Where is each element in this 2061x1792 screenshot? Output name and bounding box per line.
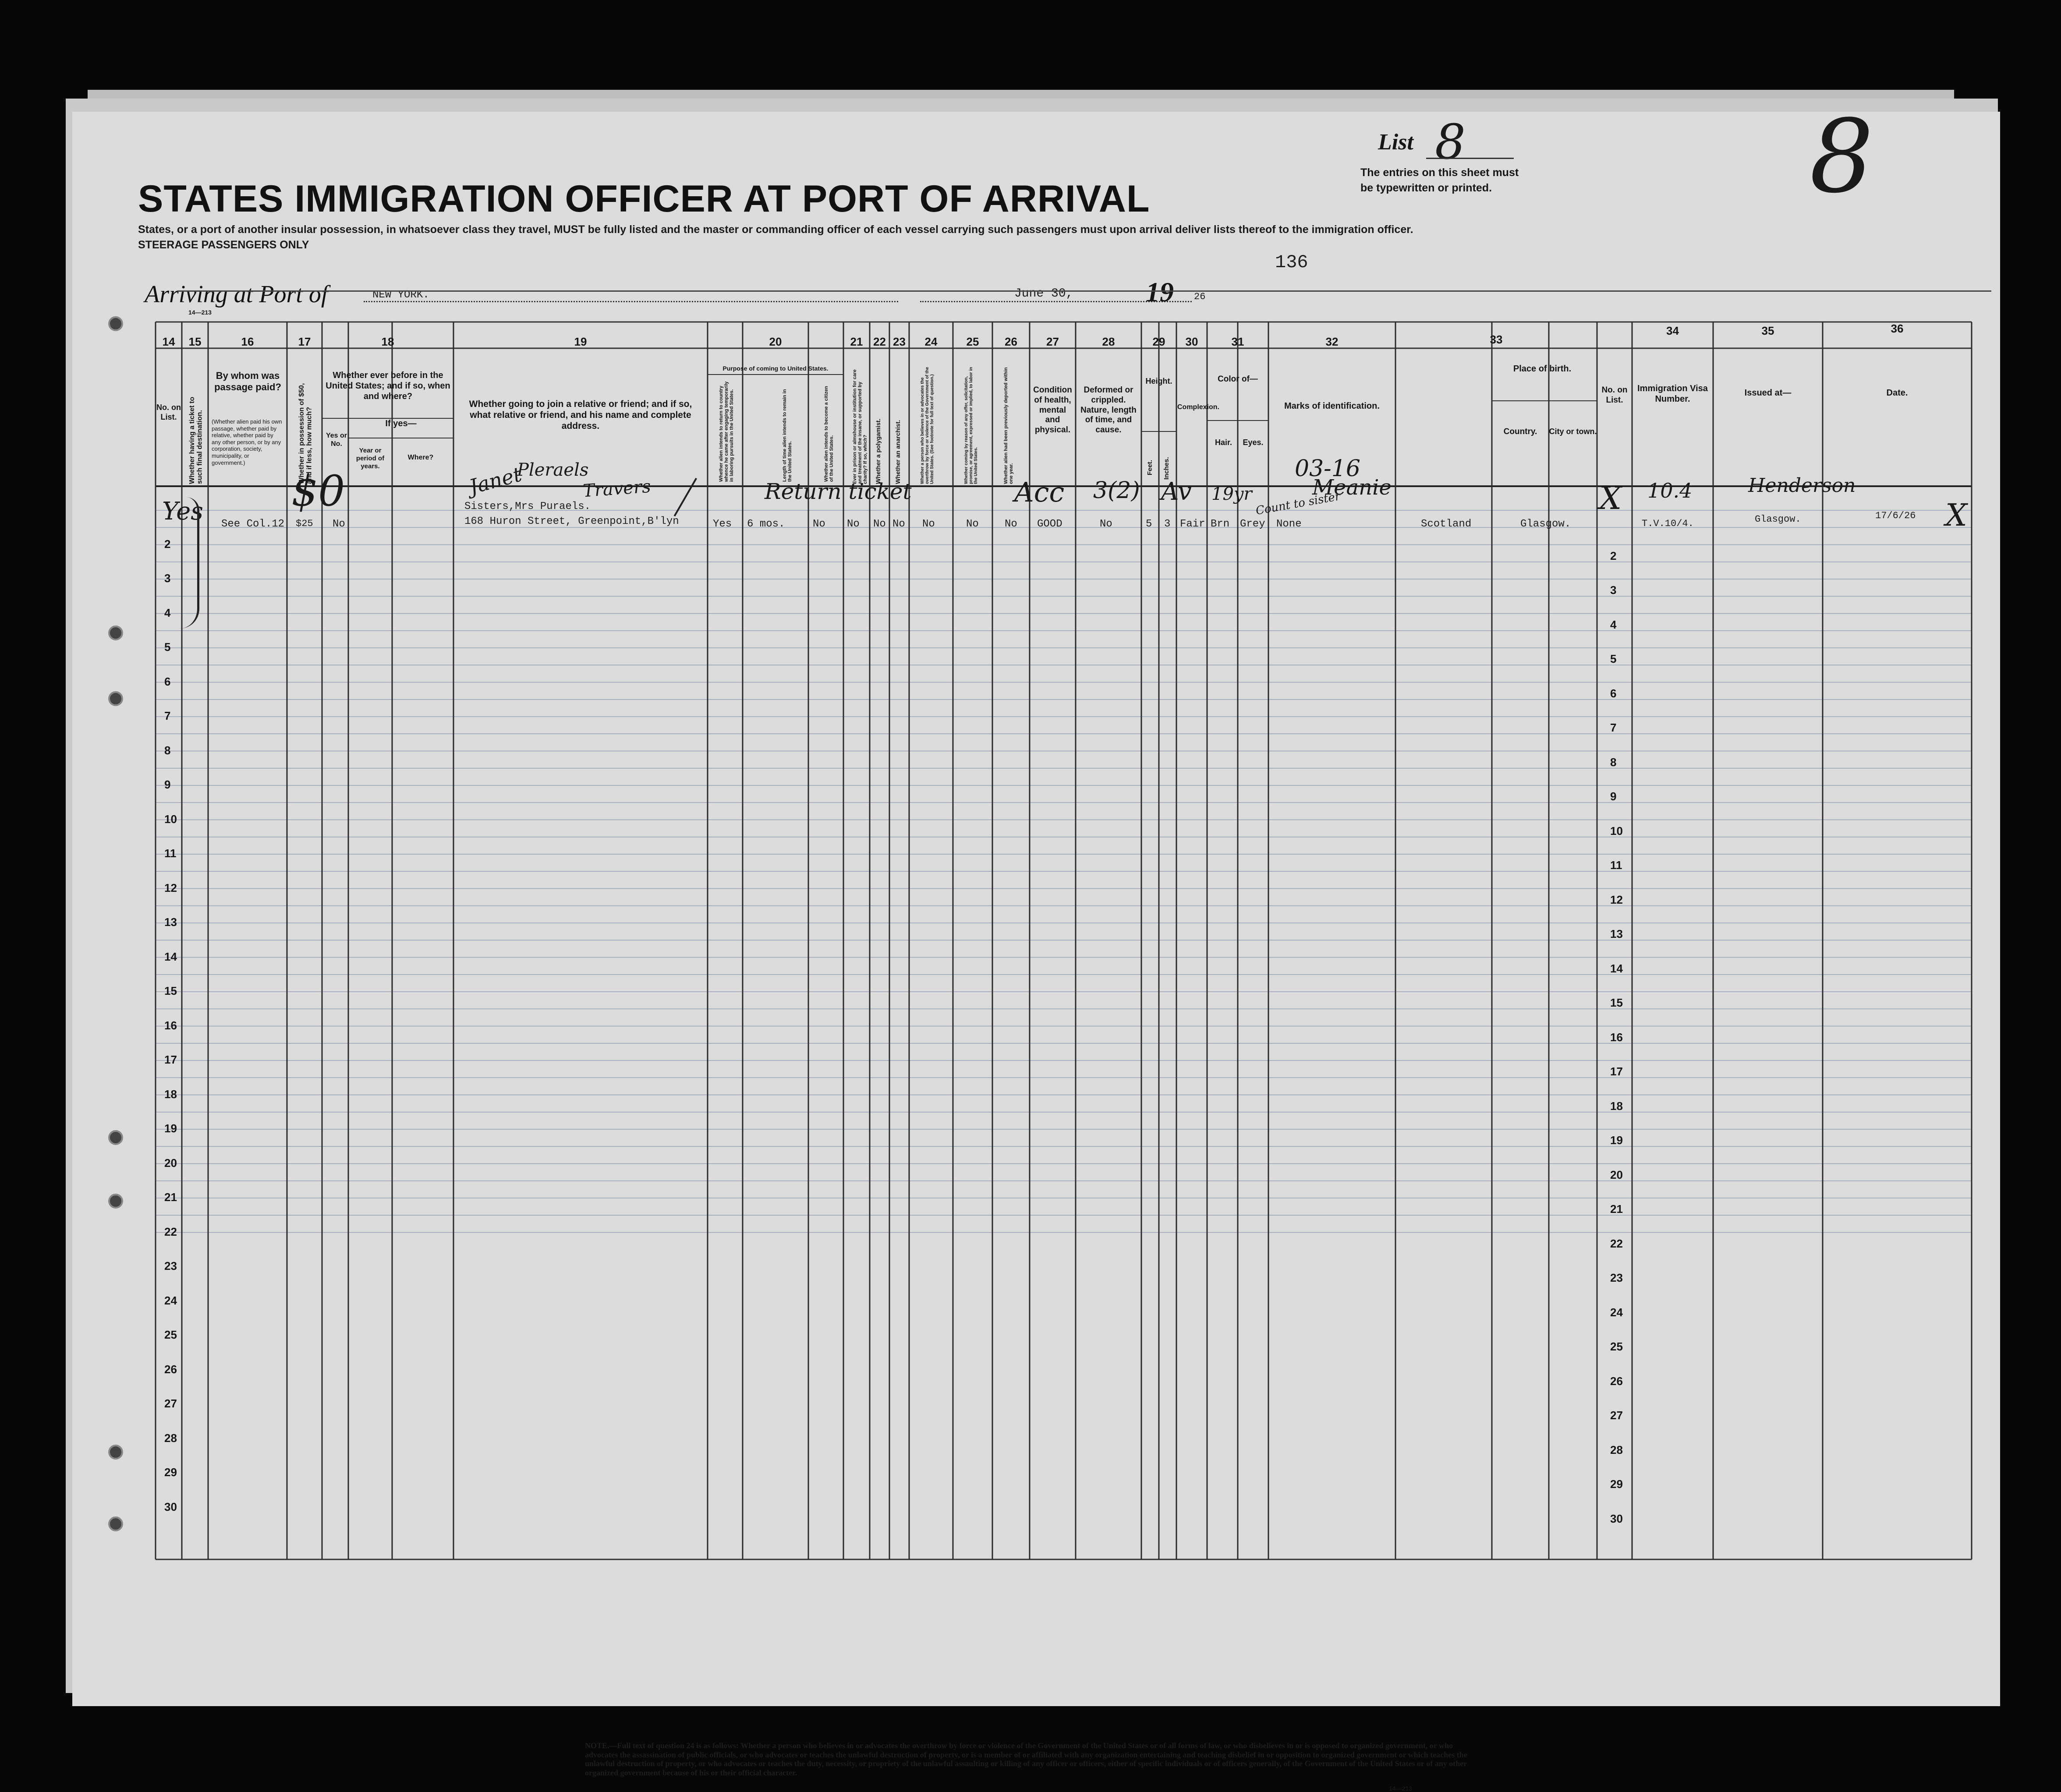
handwritten-marks-2: Count to sister — [1254, 490, 1342, 518]
row-number-left: 11 — [164, 847, 177, 860]
entries-note-line1: The entries on this sheet must — [1360, 166, 1519, 179]
row-number-left: 13 — [164, 915, 177, 929]
header-deported: Whether alien had been previously deported within one year. — [1003, 367, 1014, 484]
entry-hair: Brn — [1211, 518, 1230, 530]
binder-hole — [108, 1516, 123, 1531]
header-polygamist: Whether a polygamist. — [875, 418, 882, 484]
header-place-of-birth: Place of birth. — [1513, 364, 1572, 374]
entry-overthrow: No — [922, 518, 935, 530]
row-number-left: 21 — [164, 1191, 177, 1204]
binder-hole — [108, 626, 123, 640]
row-number-left: 28 — [164, 1431, 177, 1445]
binder-hole — [108, 1194, 123, 1209]
entry-labor: No — [966, 518, 979, 530]
row-number-left: 18 — [164, 1087, 177, 1101]
header-yes-no: Yes or No. — [326, 432, 347, 448]
row-number-left: 27 — [164, 1397, 177, 1410]
handwritten-visa: 10.4 — [1647, 479, 1693, 502]
entry-before-us: No — [333, 518, 345, 530]
row-number-left: 15 — [164, 984, 177, 997]
header-city: City or town. — [1549, 427, 1597, 436]
header-purpose-b: Length of time alien intends to remain in the United States. — [782, 389, 793, 482]
port-name: NEW YORK. — [372, 289, 429, 301]
page-subtitle: States, or a port of another insular possession, in whatsoever class they travel, MUST be fully listed and the master or commanding officer of each vessel carrying such passengers must upon arrival deliver lists thereof to the immigration officer. — [138, 223, 1413, 236]
row-number-left: 10 — [164, 812, 177, 826]
row-number-left: 3 — [164, 572, 171, 585]
entry-relative-line2: 168 Huron Street, Greenpoint,B'lyn — [464, 516, 679, 527]
row-number-left: 19 — [164, 1122, 177, 1135]
header-purpose-c: Whether alien intends to become a citizen of the United States. — [824, 386, 835, 482]
entry-feet: 5 — [1146, 518, 1152, 530]
colnum-16: 16 — [241, 335, 254, 348]
colnum-35: 35 — [1761, 324, 1774, 337]
handwritten-bracket — [180, 497, 199, 629]
row-number-right: 7 — [1610, 721, 1617, 734]
colnum-34: 34 — [1666, 324, 1679, 337]
row-number-right: 6 — [1610, 686, 1617, 700]
row-number-left: 5 — [164, 640, 171, 654]
row-number-left: 12 — [164, 881, 177, 894]
row-number-left: 25 — [164, 1328, 177, 1341]
row-number-right: 25 — [1610, 1340, 1623, 1353]
handwritten-date-mark: X — [1945, 497, 1967, 533]
corner-number: 8 — [1810, 99, 1874, 216]
header-purpose: Purpose of coming to United States. — [722, 365, 829, 372]
entry-length-stay: 6 mos. — [747, 518, 785, 530]
entry-inches: 3 — [1164, 518, 1171, 530]
entry-city: Glasgow. — [1520, 518, 1571, 530]
colnum-28: 28 — [1102, 335, 1115, 348]
row-number-right: 9 — [1610, 790, 1617, 803]
row-number-left: 29 — [164, 1466, 177, 1479]
row-number-left: 23 — [164, 1259, 177, 1272]
footnote: NOTE.—Full text of question 24 is as follows: Whether a person who believes in or advocates the overthrow by force or violence of the Government of the United States or of all forms of law, or who disbelieves in or is opposed to organized government, or who advocates the assassination of public officials, or who advocates or teaches the unlawful destruction of property, or is a member of or affiliated with any organization entertaining and teaching disbelief in or opposition to organized government or which teaches the unlawful destruction of property, or who advocates or teaches the duty, necessity, or propriety of the unlawful assaulting or killing of any officer or officers, either of specific individuals or of officers generally, of the Government of the United States or of any other organized government because of his or their official character. — [585, 1741, 1467, 1778]
passenger-class: STEERAGE PASSENGERS ONLY — [138, 239, 309, 251]
handwritten-name-1: Janet — [467, 462, 524, 499]
row-number-right: 22 — [1610, 1237, 1623, 1250]
header-issued-at: Issued at— — [1744, 388, 1792, 398]
handwritten-name-2: Pleraels — [517, 460, 589, 480]
list-number: 8 — [1435, 114, 1466, 170]
row-number-left: 2 — [164, 537, 171, 551]
row-number-right: 8 — [1610, 755, 1617, 769]
header-marks: Marks of identification. — [1284, 401, 1380, 411]
row-number-right: 26 — [1610, 1374, 1623, 1388]
footer-form-code: 14—213 — [1389, 1785, 1412, 1792]
handwritten-ticket-yes: Yes — [162, 497, 203, 526]
manifest-page — [72, 99, 2000, 1792]
header-no-on-list-right: No. on List. — [1601, 385, 1628, 405]
header-before-us: Whether ever before in the United States; and if so, when and where? — [326, 371, 450, 401]
row-number-left: 9 — [164, 778, 171, 791]
header-passage-detail: (Whether alien paid his own passage, whether paid by relative, whether paid by any other person, or by any corporation, society, municipality, or government.) — [212, 418, 282, 466]
colnum-33: 33 — [1490, 333, 1503, 346]
row-number-left: 30 — [164, 1500, 177, 1513]
header-country: Country. — [1503, 427, 1537, 436]
list-label: List — [1378, 130, 1413, 155]
header-ticket: Whether having a ticket to such final destination. — [188, 396, 204, 484]
colnum-21: 21 — [850, 335, 863, 348]
handwritten-height: Av — [1161, 477, 1192, 506]
entry-country: Scotland — [1421, 518, 1472, 530]
entry-eyes: Grey — [1240, 518, 1265, 530]
year-suffix: 26 — [1194, 291, 1206, 302]
row-number-right: 17 — [1610, 1065, 1623, 1078]
row-number-right: 23 — [1610, 1271, 1623, 1284]
arrival-date: June 30, — [1014, 287, 1073, 300]
entry-relative-line1: Sisters,Mrs Puraels. — [464, 501, 591, 513]
row-number-right: 15 — [1610, 996, 1623, 1009]
header-inches: Inches. — [1163, 457, 1170, 480]
header-eyes: Eyes. — [1243, 438, 1264, 447]
row-number-right: 24 — [1610, 1305, 1623, 1319]
header-hair: Hair. — [1215, 438, 1232, 447]
row-number-right: 30 — [1610, 1512, 1623, 1525]
entry-issued-at: Glasgow. — [1755, 514, 1801, 525]
row-number-left: 20 — [164, 1156, 177, 1170]
handwritten-code: 03-16 — [1295, 456, 1360, 482]
entry-health: GOOD — [1037, 518, 1062, 530]
handwritten-marks-1: Meanie — [1312, 475, 1392, 500]
handwritten-health: Acc — [1014, 476, 1065, 508]
entry-marks: None — [1276, 518, 1302, 530]
row-number-left: 26 — [164, 1362, 177, 1376]
colnum-25: 25 — [966, 335, 979, 348]
sheet-number: 136 — [1275, 252, 1308, 273]
header-deformed: Deformed or crippled. Nature, length of time, and cause. — [1080, 385, 1137, 435]
colnum-18: 18 — [381, 335, 394, 348]
row-number-right: 18 — [1610, 1099, 1623, 1113]
header-where: Where? — [407, 454, 434, 461]
row-number-right: 21 — [1610, 1202, 1623, 1216]
handwritten-name-3: Travers — [582, 476, 652, 502]
header-feet: Feet. — [1146, 459, 1154, 475]
row-number-left: 4 — [164, 606, 171, 619]
row-number-right: 16 — [1610, 1030, 1623, 1044]
manifest-grid — [72, 112, 2000, 1706]
entry-date: 17/6/26 — [1875, 510, 1916, 521]
row-number-right: 19 — [1610, 1134, 1623, 1147]
row-number-left: 8 — [164, 743, 171, 757]
header-height: Height. — [1145, 377, 1172, 385]
handwritten-money: $0 — [291, 467, 345, 516]
row-number-right: 5 — [1610, 652, 1617, 665]
binder-hole — [108, 1445, 123, 1460]
colnum-30: 30 — [1185, 335, 1198, 348]
entry-complexion: Fair — [1180, 518, 1205, 530]
colnum-20: 20 — [769, 335, 782, 348]
entry-money: $25 — [296, 518, 313, 529]
year-prefix: 19 — [1146, 276, 1174, 308]
entry-passage-paid: See Col.12 — [221, 518, 285, 530]
entry-intends-return: Yes — [713, 518, 732, 530]
row-number-right: 12 — [1610, 893, 1623, 906]
binder-hole — [108, 691, 123, 706]
header-labor-offer: Whether coming by reason of any offer, solicitation, promise, or agreement, expressed or implied, to labor in the United States. — [964, 367, 978, 484]
row-number-left: 7 — [164, 709, 171, 722]
binder-hole — [108, 316, 123, 331]
row-number-right: 4 — [1610, 618, 1617, 631]
header-complexion: Complexion. — [1177, 403, 1220, 411]
row-number-left: 14 — [164, 950, 177, 963]
entry-deported: No — [1005, 518, 1017, 530]
handwritten-issued: Henderson — [1748, 474, 1856, 497]
colnum-26: 26 — [1005, 335, 1017, 348]
handwritten-return-ticket: Return ticket — [765, 479, 912, 504]
entries-note-line2: be typewritten or printed. — [1360, 182, 1492, 194]
header-period: Year or period of years. — [356, 447, 385, 470]
header-prison: Ever in prison or almshouse or institution for care and treatment of the insane, or supported by charity? If so, which? — [852, 369, 868, 484]
entry-anarchist: No — [892, 518, 905, 530]
arriving-label: Arriving at Port of — [145, 281, 328, 308]
row-number-right: 29 — [1610, 1477, 1623, 1491]
colnum-17: 17 — [298, 335, 311, 348]
header-if-yes: If yes— — [385, 419, 417, 428]
colnum-36: 36 — [1891, 322, 1904, 335]
header-purpose-a: Whether alien intends to return to country whence he came after engaging temporarily in laboring pursuits in the United States. — [719, 381, 735, 482]
row-number-right: 20 — [1610, 1168, 1623, 1181]
entry-citizen: No — [813, 518, 825, 530]
handwritten-rno-mark: X — [1599, 480, 1622, 516]
handwritten-age: 19yr — [1211, 484, 1252, 504]
binder-hole — [108, 1130, 123, 1145]
colnum-19: 19 — [574, 335, 587, 348]
entry-visa-number: T.V.10/4. — [1642, 518, 1694, 529]
row-number-right: 11 — [1610, 859, 1622, 872]
colnum-27: 27 — [1046, 335, 1059, 348]
header-date: Date. — [1886, 388, 1908, 398]
colnum-23: 23 — [893, 335, 906, 348]
row-number-right: 14 — [1610, 961, 1623, 975]
page-title: STATES IMMIGRATION OFFICER AT PORT OF ARRIVAL — [138, 178, 1150, 220]
row-number-right: 13 — [1610, 927, 1623, 940]
row-number-left: 24 — [164, 1294, 177, 1307]
row-number-left: 17 — [164, 1053, 177, 1066]
handwritten-deformed: 3(2) — [1093, 477, 1140, 504]
row-number-left: 22 — [164, 1225, 177, 1238]
entry-deformed: No — [1100, 518, 1112, 530]
entry-polygamist: No — [873, 518, 886, 530]
row-number-right: 2 — [1610, 549, 1617, 562]
row-number-right: 3 — [1610, 583, 1617, 597]
entry-prison: No — [847, 518, 860, 530]
colnum-32: 32 — [1325, 335, 1339, 348]
header-join-relative: Whether going to join a relative or friend; and if so, what relative or friend, and his name and complete address. — [469, 399, 692, 431]
colnum-15: 15 — [188, 335, 202, 348]
colnum-22: 22 — [873, 335, 886, 348]
row-number-right: 10 — [1610, 824, 1623, 838]
header-fifty-dollars: Whether in possession of $50, and if less, how much? — [298, 383, 313, 484]
row-number-left: 6 — [164, 675, 171, 688]
row-number-right: 27 — [1610, 1409, 1623, 1422]
header-no-on-list: No. on List. — [156, 403, 181, 421]
colnum-29: 29 — [1152, 335, 1165, 348]
header-passage: By whom was passage paid? — [214, 370, 281, 393]
header-color: Color of— — [1218, 375, 1258, 384]
header-overthrow: Whether a person who believes in or advocates the overthrow by force or violence of the Government of the United States. (See footnote for full text of question.) — [920, 367, 935, 484]
colnum-14: 14 — [162, 335, 175, 348]
header-anarchist: Whether an anarchist. — [894, 420, 901, 484]
form-code: 14—213 — [188, 309, 212, 316]
colnum-24: 24 — [924, 335, 938, 348]
row-number-right: 28 — [1610, 1443, 1623, 1456]
colnum-31: 31 — [1231, 335, 1244, 348]
header-visa: Immigration Visa Number. — [1637, 384, 1708, 404]
row-number-left: 16 — [164, 1018, 177, 1032]
header-health: Condition of health, mental and physical. — [1033, 385, 1072, 435]
